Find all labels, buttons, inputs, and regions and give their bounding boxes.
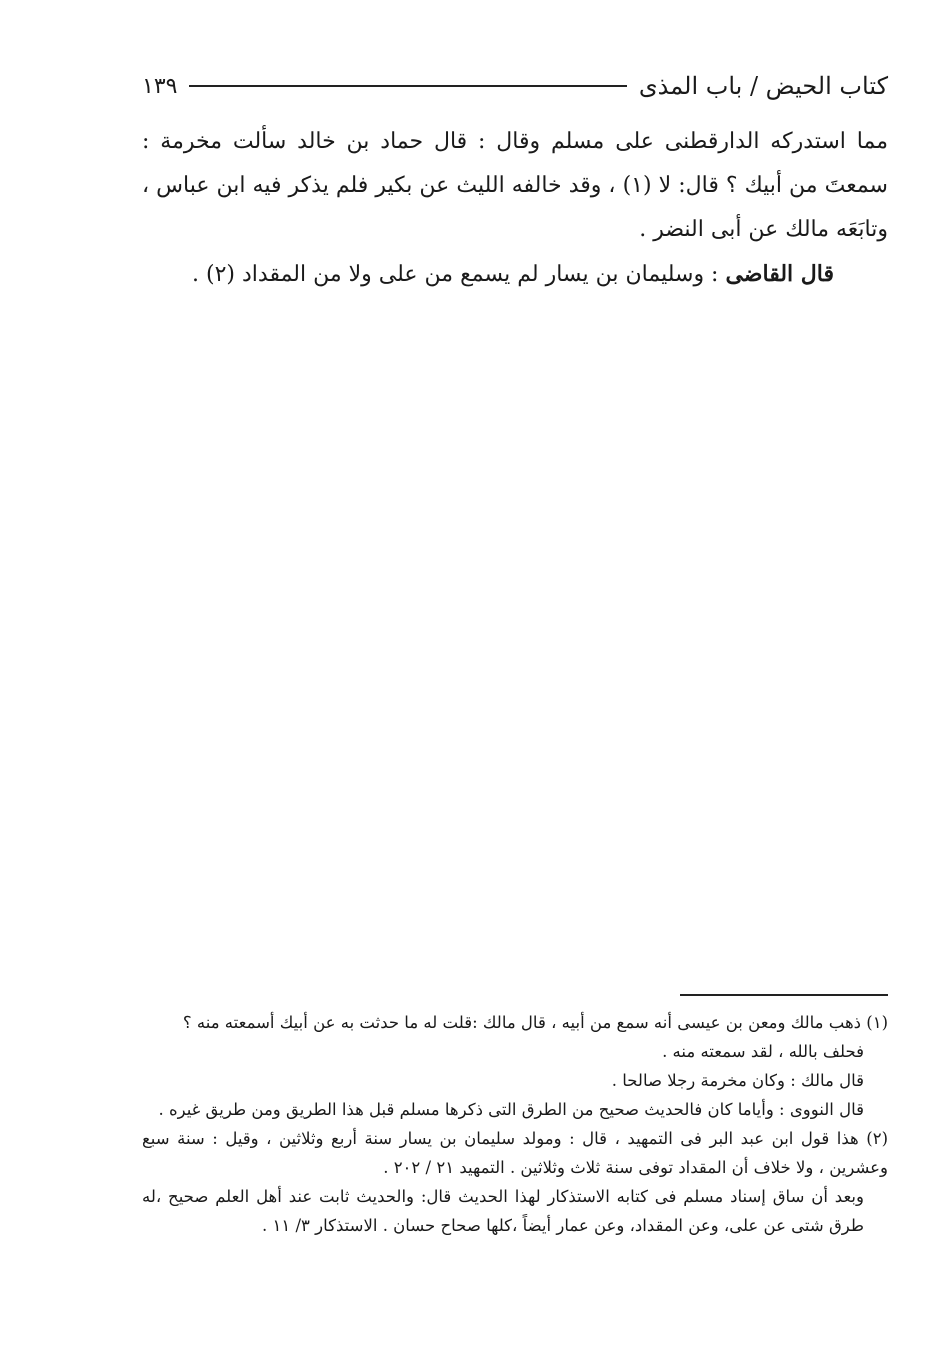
paragraph-2 bbox=[142, 252, 888, 297]
chapter-title: كتاب الحيض / باب المذى bbox=[638, 72, 888, 100]
footnote-2-line-2: وبعد أن ساق إسناد مسلم فى كتابه الاستذكار لهذا الحديث قال: والحديث ثابت عند أهل العلم صحيح ،له طرق شتى عن على، وعن المقداد، وعن عمار أيضاً ،كلها صحاح حسان . الاستذكار ٣/ ١١ . bbox=[142, 1187, 864, 1235]
qadi-label: قال القاضى bbox=[725, 261, 834, 287]
footnote-separator bbox=[680, 994, 888, 996]
footnote-1-line-2: فحلف بالله ، لقد سمعته منه . bbox=[662, 1042, 864, 1061]
running-header bbox=[142, 66, 888, 106]
paragraph-2-text: : وسليمان بن يسار لم يسمع من على ولا من المقداد (٢) . bbox=[192, 262, 726, 287]
footnote-1-line-3: قال مالك : وكان مخرمة رجلا صالحا . bbox=[611, 1071, 864, 1090]
header-rule bbox=[189, 85, 626, 87]
footnote-1-line-4: قال النووى : وأياما كان فالحديث صحيح من الطرق التى ذكرها مسلم قبل هذا الطريق ومن طريق غيره . bbox=[158, 1100, 864, 1119]
footnotes bbox=[142, 1008, 888, 1240]
page-number: ١٣٩ bbox=[142, 73, 178, 99]
paragraph-1: مما استدركه الدارقطنى على مسلم وقال : قال حماد بن خالد سألت مخرمة : سمعتَ من أبيك ؟ قال: لا (١) ، وقد خالفه الليث عن بكير فلم يذكر فيه ابن عباس ، وتابَعَه مالك عن أبى النضر . bbox=[142, 129, 888, 242]
footnote-1-line-1: (١) ذهب مالك ومعن بن عيسى أنه سمع من أبيه ، قال مالك :قلت له ما حدثت به عن أبيك أسمعته منه ؟ bbox=[182, 1013, 888, 1032]
footnote-2-line-1: (٢) هذا قول ابن عبد البر فى التمهيد ، قال : ومولد سليمان بن يسار سنة أربع وثلاثين ، وقيل : سنة سبع وعشرين ، ولا خلاف أن المقداد توفى سنة ثلاث وثلاثين . التمهيد ٢١ / ٢٠٢ . bbox=[142, 1129, 888, 1177]
main-text bbox=[142, 120, 888, 297]
